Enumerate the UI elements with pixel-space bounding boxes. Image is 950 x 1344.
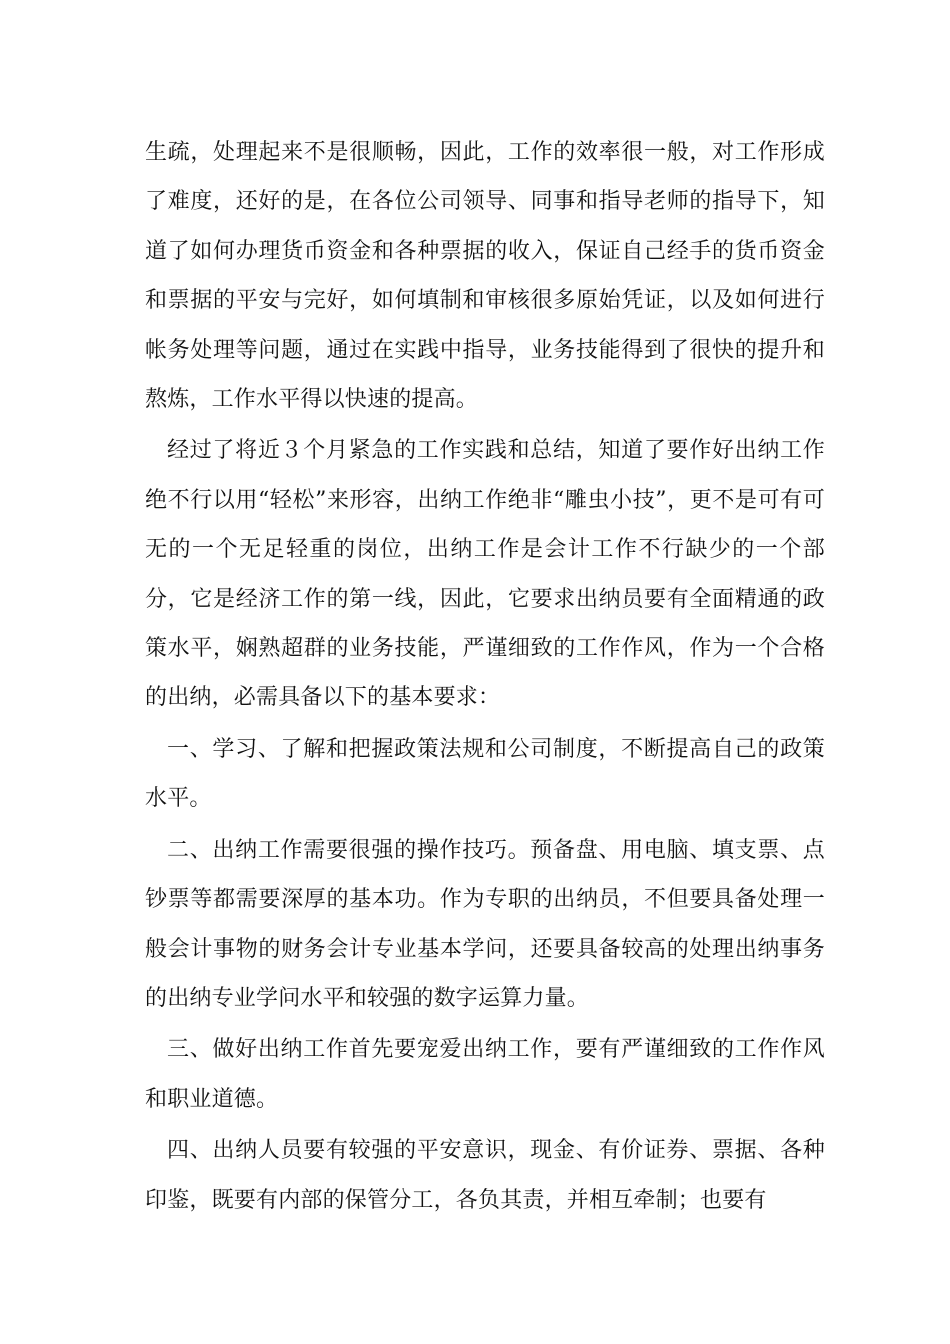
document-body — [145, 128, 825, 1225]
paragraph-1: 生疏，处理起来不是很顺畅，因此，工作的效率很一般，对工作形成了难度，还好的是，在各位公司领导、同事和指导老师的指导下，知道了如何办理货币资金和各种票据的收入，保证自己经手的货币资金和票据的平安与完好，如何填制和审核很多原始凭证，以及如何进行帐务处理等问题，通过在实践中指导，业务技能得到了很快的提升和熬炼，工作水平得以快速的提高。 — [145, 140, 825, 413]
paragraph-3: 一、学习、了解和把握政策法规和公司制度，不断提高自己的政策水平。 — [145, 736, 825, 812]
paragraph-6: 四、出纳人员要有较强的平安意识，现金、有价证券、票据、各种印鉴，既要有内部的保管分工，各负其责，并相互牵制；也要有 — [145, 1138, 825, 1213]
paragraph-5: 三、做好出纳工作首先要宠爱出纳工作，要有严谨细致的工作作风和职业道德。 — [145, 1037, 825, 1112]
paragraph-2: 经过了将近３个月紧急的工作实践和总结，知道了要作好出纳工作绝不行以用“轻松”来形容，出纳工作绝非“雕虫小技”，更不是可有可无的一个无足轻重的岗位，出纳工作是会计工作不行缺少的一个部分，它是经济工作的第一线，因此，它要求出纳员要有全面精通的政策水平，娴熟超群的业务技能，严谨细致的工作作风，作为一个合格的出纳，必需具备以下的基本要求： — [145, 438, 825, 711]
paragraph-4: 二、出纳工作需要很强的操作技巧。预备盘、用电脑、填支票、点钞票等都需要深厚的基本功。作为专职的出纳员，不但要具备处理一般会计事物的财务会计专业基本学问，还要具备较高的处理出纳事务的出纳专业学问水平和较强的数字运算力量。 — [145, 837, 825, 1011]
